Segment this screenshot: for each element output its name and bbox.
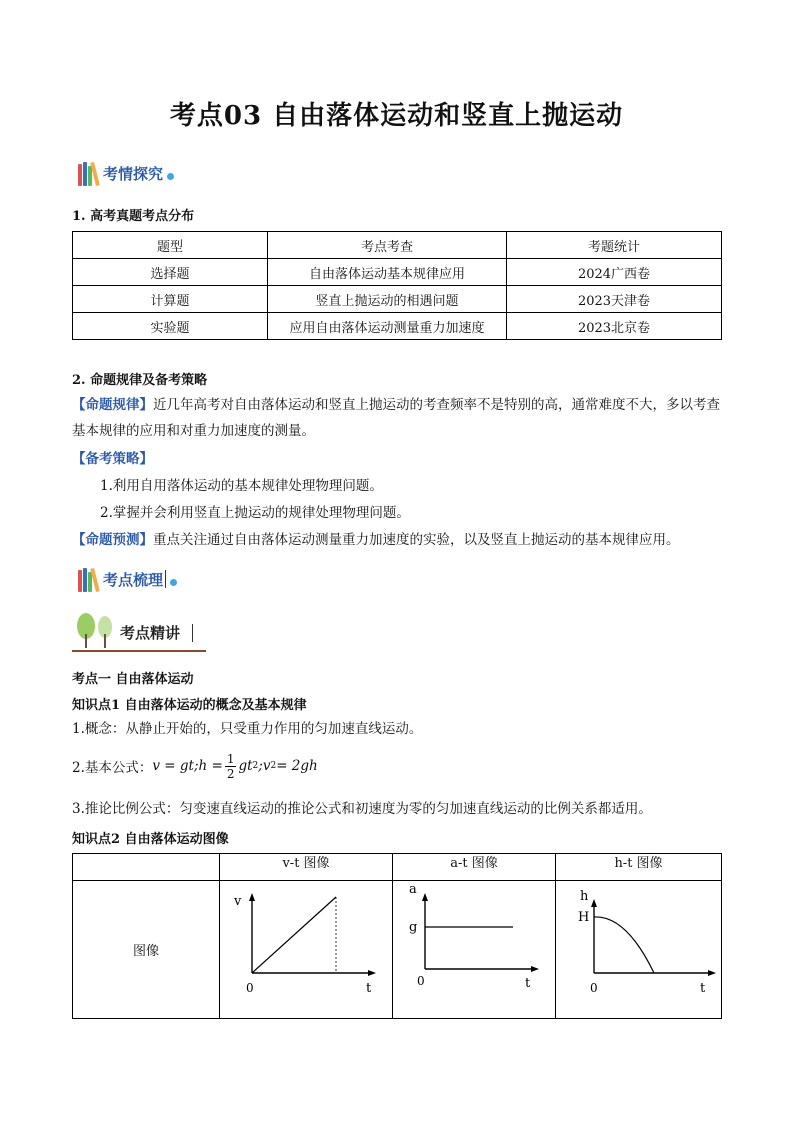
table-header-row xyxy=(73,232,722,259)
formula-part: v = gt;h = xyxy=(152,758,223,774)
section-label: 考点精讲 xyxy=(120,624,181,642)
formula-fraction: $\frac{1}{2}$ xyxy=(226,751,235,781)
velocity-line xyxy=(252,897,336,973)
table-row xyxy=(73,286,722,313)
level-label: H xyxy=(578,910,590,925)
origin-label: 0 xyxy=(590,981,598,995)
table-header-cell: 题型 xyxy=(73,232,268,259)
table-row xyxy=(73,313,722,340)
table-cell: 自由落体运动基本规律应用 xyxy=(268,259,507,286)
origin-label: 0 xyxy=(417,974,425,988)
section-header-detail xyxy=(72,612,206,652)
table-cell: 选择题 xyxy=(73,259,268,286)
books-icon xyxy=(78,566,97,592)
table-header-cell: v-t 图像 xyxy=(220,854,393,881)
prep-item: 2.掌握并会利用竖直上抛运动的规律处理物理问题。 xyxy=(100,505,410,521)
axis-label-y: v xyxy=(234,894,242,909)
trees-icon xyxy=(74,612,118,650)
vt-graph xyxy=(220,881,392,1018)
table-cell: 2023天津卷 xyxy=(507,286,722,313)
table-cell: 实验题 xyxy=(73,313,268,340)
formula-part: ;v xyxy=(258,758,271,774)
table-header-cell: 考题统计 xyxy=(507,232,722,259)
formula-part: = 2gh xyxy=(276,758,318,774)
section-header-exam-analysis xyxy=(78,160,174,186)
table-cell: 竖直上抛运动的相遇问题 xyxy=(268,286,507,313)
predict-tag: 【命题预测】 xyxy=(72,532,153,548)
table-cell: 2023北京卷 xyxy=(507,313,722,340)
prep-item: 1.利用自用落体运动的基本规律处理物理问题。 xyxy=(100,478,383,494)
heading-strategy: 2. 命题规律及备考策略 xyxy=(72,373,208,388)
ht-graph xyxy=(556,881,724,1018)
formula-label: 2.基本公式： xyxy=(72,760,153,776)
table-header-cell: 考点考查 xyxy=(268,232,507,259)
axis-label-y: h xyxy=(580,889,589,904)
knowledge-point-heading: 知识点2 自由落体运动图像 xyxy=(72,832,229,847)
vt-graph-cell xyxy=(220,881,393,1019)
section-label: 考情探究 xyxy=(103,164,164,183)
motion-graphs-table xyxy=(72,853,722,1019)
table-row xyxy=(73,881,722,1019)
dot-icon xyxy=(170,579,177,586)
dot-icon xyxy=(167,173,174,180)
prep-tag-line xyxy=(72,446,722,472)
table-cell: 计算题 xyxy=(73,286,268,313)
rule-paragraph xyxy=(72,392,722,444)
topic-heading: 考点一 自由落体运动 xyxy=(72,672,194,687)
at-graph-cell xyxy=(393,881,556,1019)
basic-formula: 2.基本公式： v = gt;h = $\frac{1}{2}$ gt 2 ;v 2 = 2gh xyxy=(72,751,318,781)
formula-part: gt xyxy=(238,758,253,774)
table-cell: 2024广西卷 xyxy=(507,259,722,286)
rule-text: 近几年高考对自由落体运动和竖直上抛运动的考查频率不是特别的高，通常难度不大，多以考查基本规律的应用和对重力加速度的测量。 xyxy=(72,397,720,439)
axis-label-x: t xyxy=(525,976,531,991)
ht-graph-cell xyxy=(556,881,722,1019)
books-icon xyxy=(78,160,97,186)
document-title: 考点03 自由落体运动和竖直上抛运动 xyxy=(169,101,624,131)
origin-label: 0 xyxy=(246,981,254,995)
table-cell: 应用自由落体运动测量重力加速度 xyxy=(268,313,507,340)
corollary-line: 3.推论比例公式：匀变速直线运动的推论公式和初速度为零的匀加速直线运动的比例关系都适用。 xyxy=(72,801,652,817)
predict-text: 重点关注通过自由落体运动测量重力加速度的实验，以及竖直上抛运动的基本规律应用。 xyxy=(153,532,680,548)
level-label: g xyxy=(409,920,418,935)
table-header-cell: h-t 图像 xyxy=(556,854,722,881)
prep-tag: 【备考策略】 xyxy=(72,451,153,467)
section-header-review xyxy=(78,566,177,592)
concept-line: 1.概念：从静止开始的，只受重力作用的匀加速直线运动。 xyxy=(72,721,423,737)
table-header-row xyxy=(73,854,722,881)
heading-exam-distribution: 1. 高考真题考点分布 xyxy=(72,209,195,224)
table-header-cell: a-t 图像 xyxy=(393,854,556,881)
exam-distribution-table xyxy=(72,231,722,340)
height-curve xyxy=(594,917,654,973)
predict-paragraph xyxy=(72,527,722,553)
axis-label-x: t xyxy=(366,981,372,996)
knowledge-point-heading: 知识点1 自由落体运动的概念及基本规律 xyxy=(72,698,307,713)
row-label: 图像 xyxy=(73,881,220,1019)
section-label: 考点梳理 xyxy=(103,570,164,589)
table-row xyxy=(73,259,722,286)
axis-label-y: a xyxy=(409,882,417,897)
axis-label-x: t xyxy=(700,981,706,996)
rule-tag: 【命题规律】 xyxy=(72,397,153,413)
at-graph xyxy=(393,881,555,1018)
